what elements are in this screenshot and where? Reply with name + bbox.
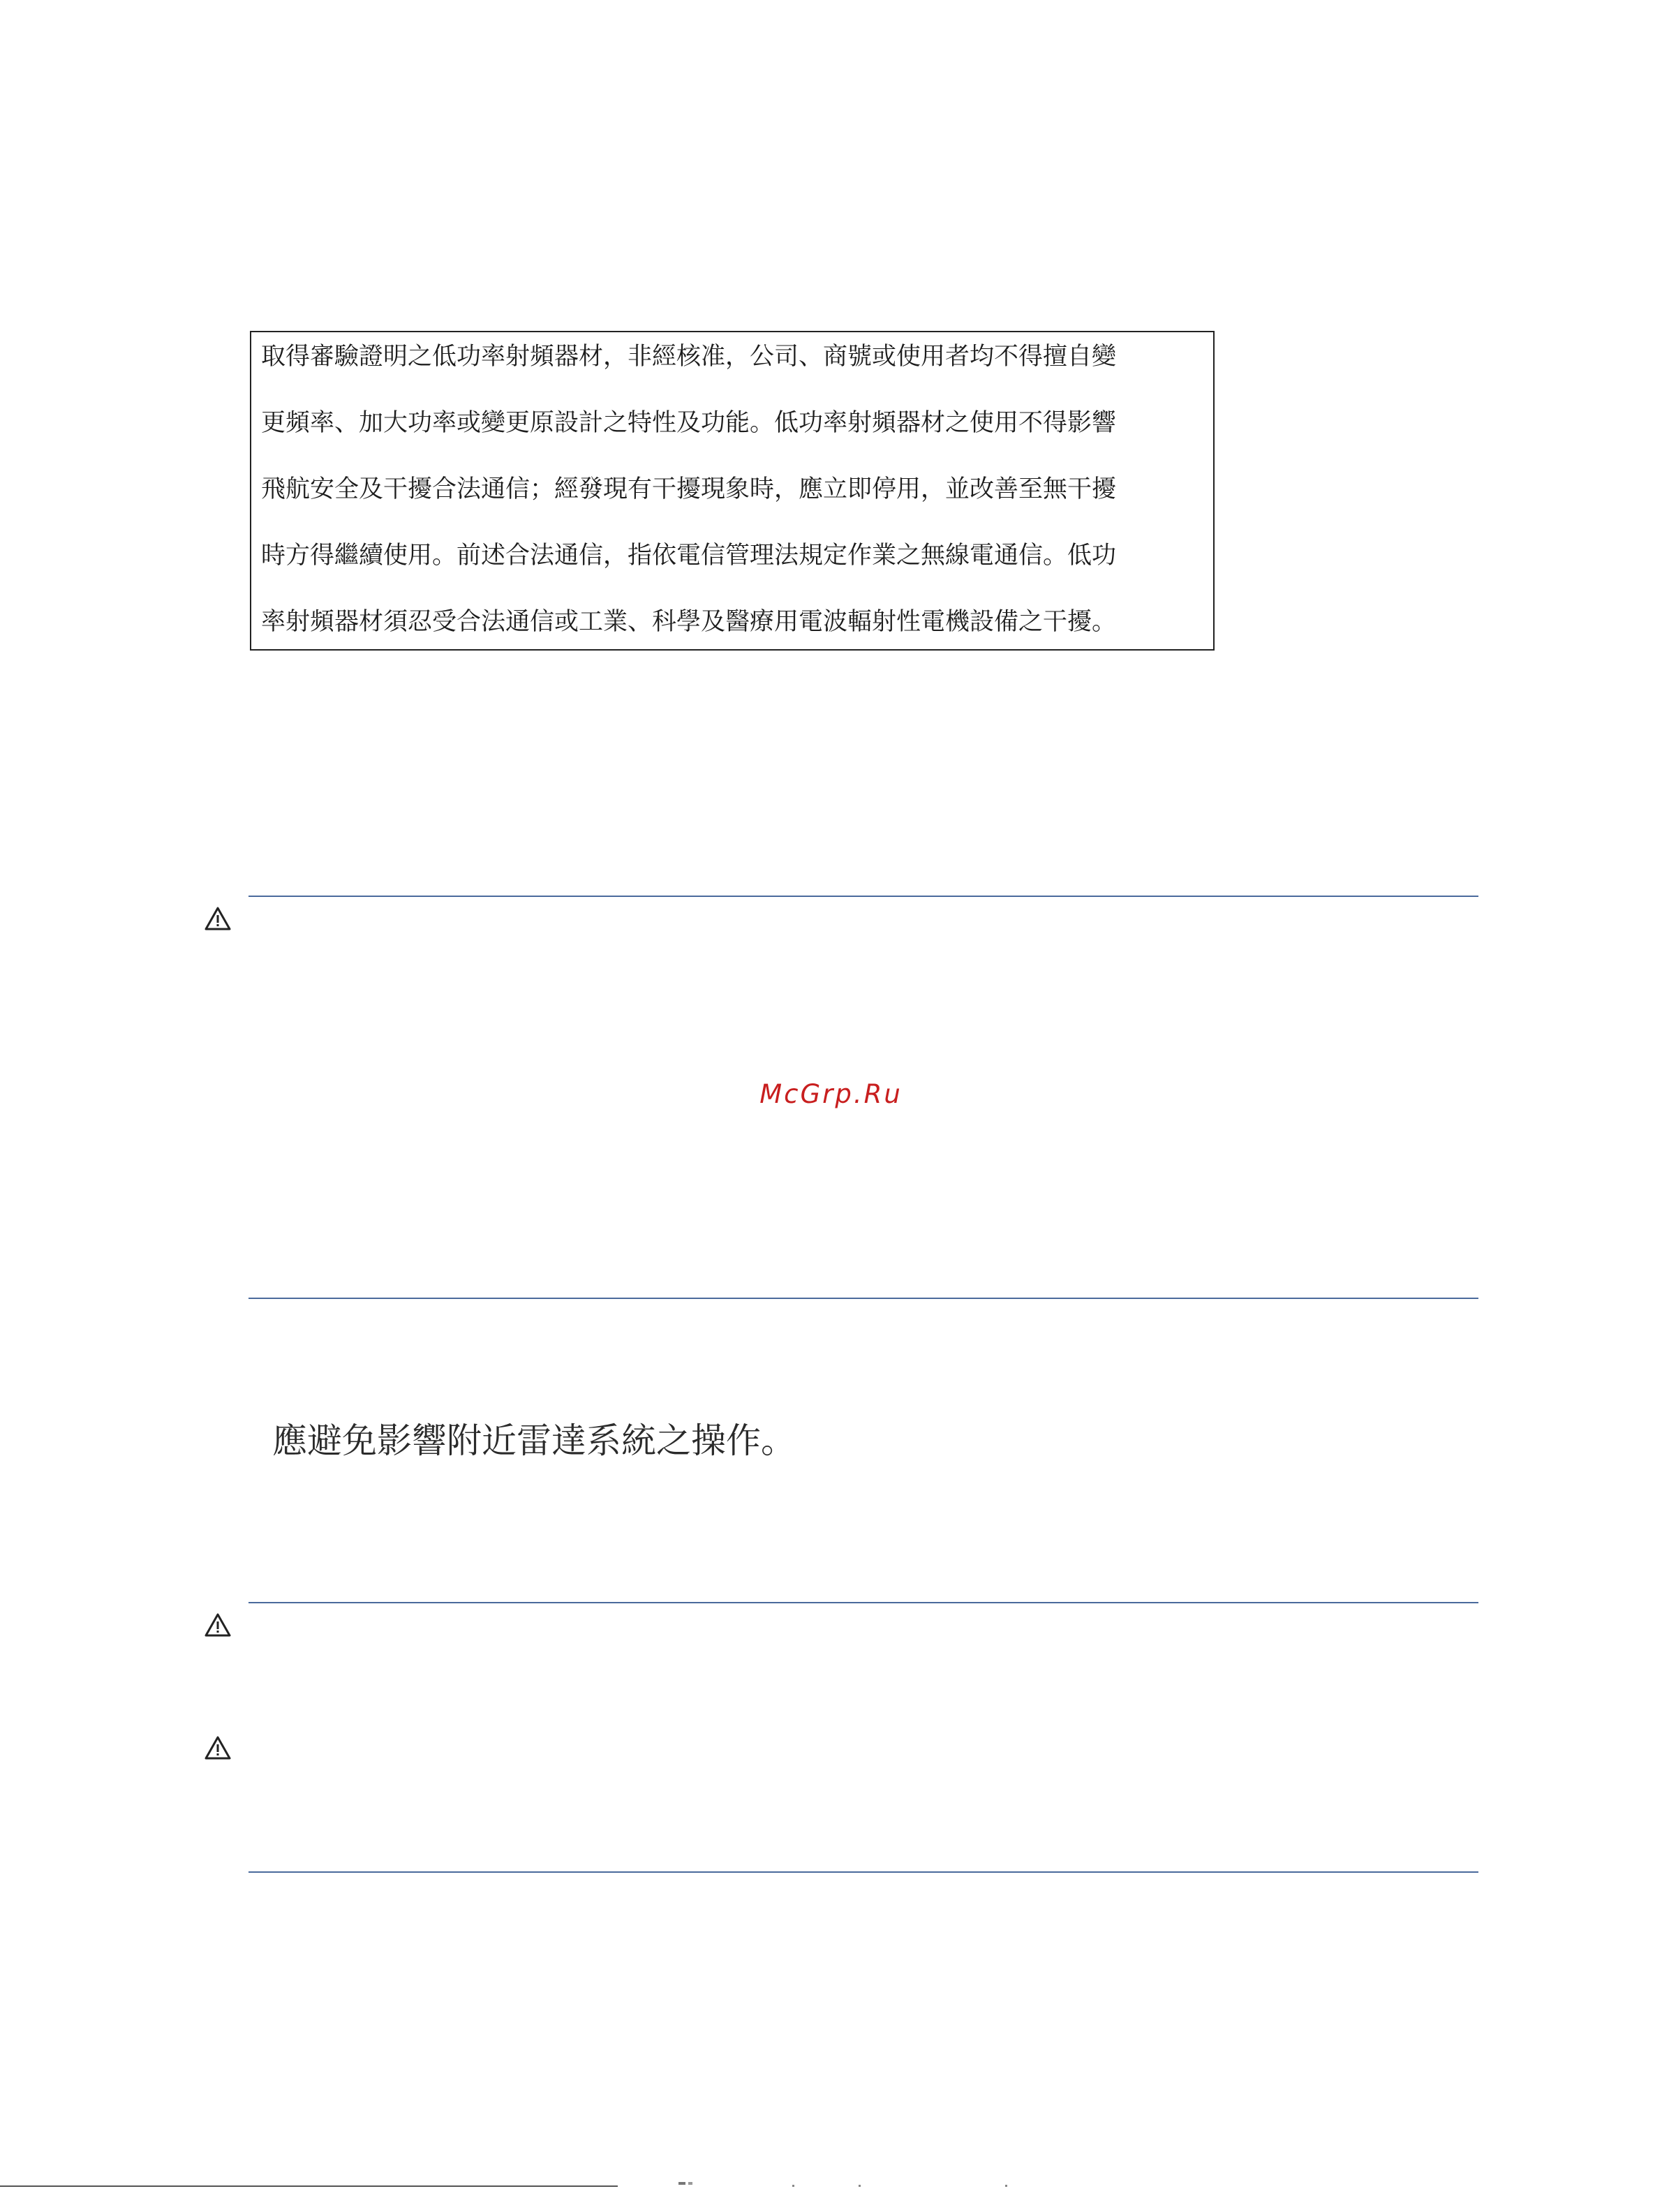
- notice-line-3: 飛航安全及干擾合法通信；經發現有干擾現象時，應立即停用，並改善至無干擾: [261, 475, 1117, 503]
- section-rule-top-1: [248, 896, 1478, 897]
- notice-line-5: 率射頻器材須忍受合法通信或工業、科學及醫療用電波輻射性電機設備之干擾。: [261, 608, 1117, 636]
- warning-triangle-icon: [204, 1612, 232, 1638]
- notice-line-1: 取得審驗證明之低功率射頻器材，非經核准，公司、商號或使用者均不得擅自變: [261, 343, 1117, 371]
- warning-triangle-icon: [204, 906, 232, 931]
- section-rule-bottom-1: [248, 1298, 1478, 1299]
- section-rule-top-2: [248, 1602, 1478, 1603]
- notice-box: [250, 331, 1215, 651]
- notice-line-4: 時方得繼續使用。前述合法通信，指依電信管理法規定作業之無線電通信。低功: [261, 542, 1117, 570]
- footer-rule: [0, 2185, 618, 2187]
- watermark-text: McGrp.Ru: [759, 1079, 903, 1109]
- footer-fragment: [628, 2181, 1117, 2195]
- warning-triangle-icon: [204, 1735, 232, 1760]
- notice-line-2: 更頻率、加大功率或變更原設計之特性及功能。低功率射頻器材之使用不得影響: [261, 409, 1117, 437]
- section-rule-bottom-2: [248, 1871, 1478, 1873]
- radar-notice: 應避免影響附近雷達系統之操作。: [272, 1420, 796, 1461]
